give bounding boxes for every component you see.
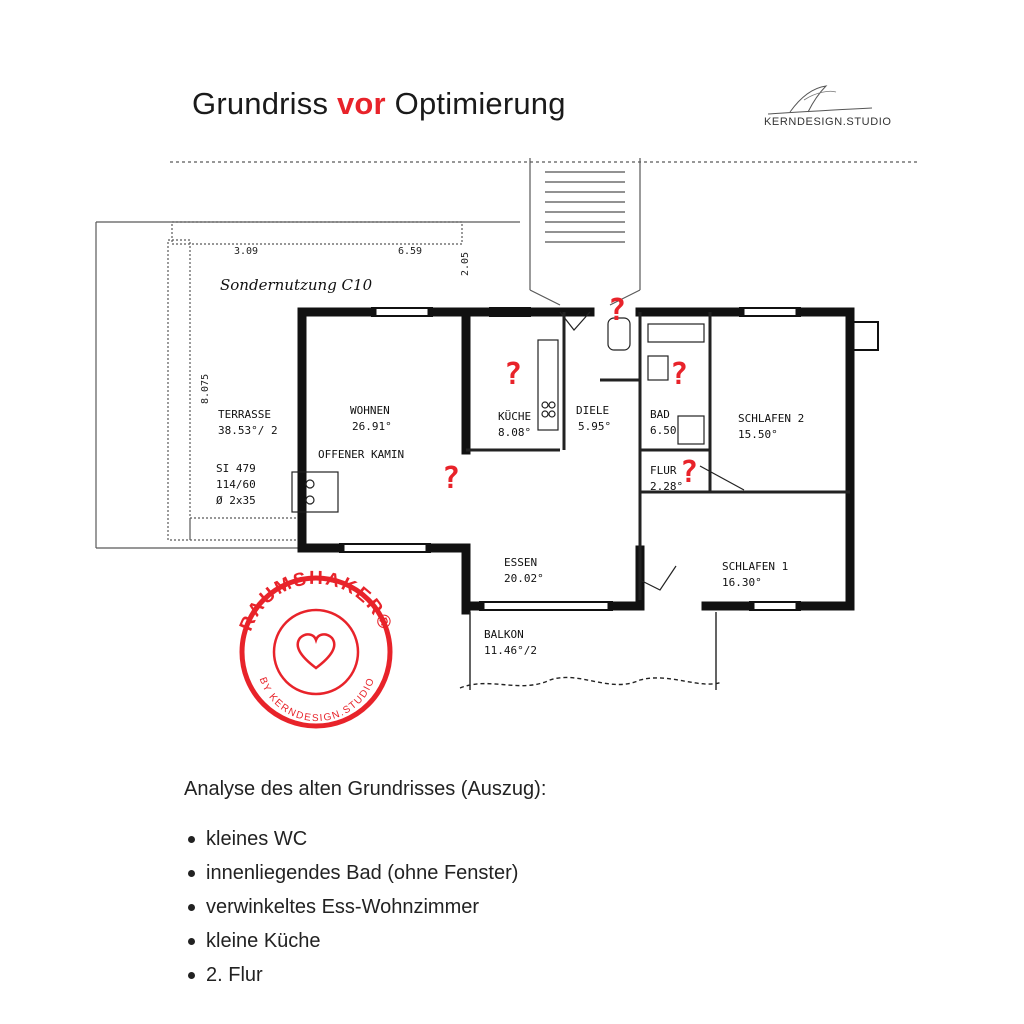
room-area-schlafen2: 15.50°: [738, 428, 778, 441]
room-area-kueche: 8.08°: [498, 426, 532, 439]
list-item: kleine Küche: [186, 924, 518, 958]
stamp-top-text: RAUMSHAKER®: [235, 567, 397, 635]
chimney-note-line: SI 479: [216, 462, 256, 475]
title-accent: vor: [336, 86, 386, 121]
room-name-kamin: OFFENER KAMIN: [318, 448, 405, 461]
title-prefix: Grundriss: [192, 86, 337, 121]
room-area-wohnen: 26.91°: [352, 420, 392, 433]
room-name-schlafen1: SCHLAFEN 1: [722, 560, 789, 573]
svg-text:BY KERNDESIGN.STUDIO: [257, 676, 378, 724]
room-name-essen: ESSEN: [504, 556, 538, 569]
room-name-diele: DIELE: [576, 404, 610, 417]
chimney-note-line: Ø 2x35: [216, 494, 256, 507]
raumshaker-stamp: [236, 568, 396, 726]
handwritten-label: Sondernutzung C10: [220, 276, 373, 294]
list-item: verwinkeltes Ess-Wohnzimmer: [186, 890, 518, 924]
svg-text:RAUMSHAKER®: [236, 568, 396, 634]
analysis-list: [186, 822, 518, 992]
dimension-label: 3.09: [234, 246, 259, 257]
room-area-schlafen1: 16.30°: [722, 576, 762, 589]
room-name-kueche: KÜCHE: [498, 410, 532, 423]
question-mark-icon: ?: [442, 461, 461, 496]
list-item: kleines WC: [186, 822, 518, 856]
room-area-diele: 5.95°: [578, 420, 612, 433]
dimension-label: 2.05: [460, 251, 471, 276]
analysis-heading: Analyse des alten Grundrisses (Auszug):: [184, 778, 547, 800]
question-mark-icon: ?: [670, 357, 689, 392]
room-name-terrasse: TERRASSE: [218, 408, 271, 421]
room-name-bad: BAD: [650, 408, 670, 421]
room-area-terrasse: 38.53°/ 2: [218, 424, 278, 437]
brand-name: KERNDESIGN.STUDIO: [764, 116, 892, 128]
room-name-schlafen2: SCHLAFEN 2: [738, 412, 805, 425]
question-mark-icon: ?: [680, 455, 699, 490]
question-mark-icon: ?: [608, 293, 627, 328]
dimension-label: 8.075: [200, 373, 211, 404]
room-name-wohnen: WOHNEN: [350, 404, 390, 417]
list-item: 2. Flur: [186, 958, 518, 992]
question-mark-icon: ?: [504, 357, 523, 392]
chimney-note-line: 114/60: [216, 478, 256, 491]
heart-icon: [298, 634, 335, 668]
room-area-essen: 20.02°: [504, 572, 544, 585]
room-name-balkon: BALKON: [484, 628, 524, 641]
list-item: innenliegendes Bad (ohne Fenster): [186, 856, 518, 890]
stamp-bottom-text: BY KERNDESIGN.STUDIO: [256, 675, 378, 725]
room-name-flur: FLUR: [650, 464, 677, 477]
dimension-label: 6.59: [398, 246, 423, 257]
title-suffix: Optimierung: [385, 86, 566, 121]
room-area-bad: 6.50: [650, 424, 677, 437]
room-area-flur: 2.28°: [650, 480, 684, 493]
room-area-balkon: 11.46°/2: [484, 644, 537, 657]
